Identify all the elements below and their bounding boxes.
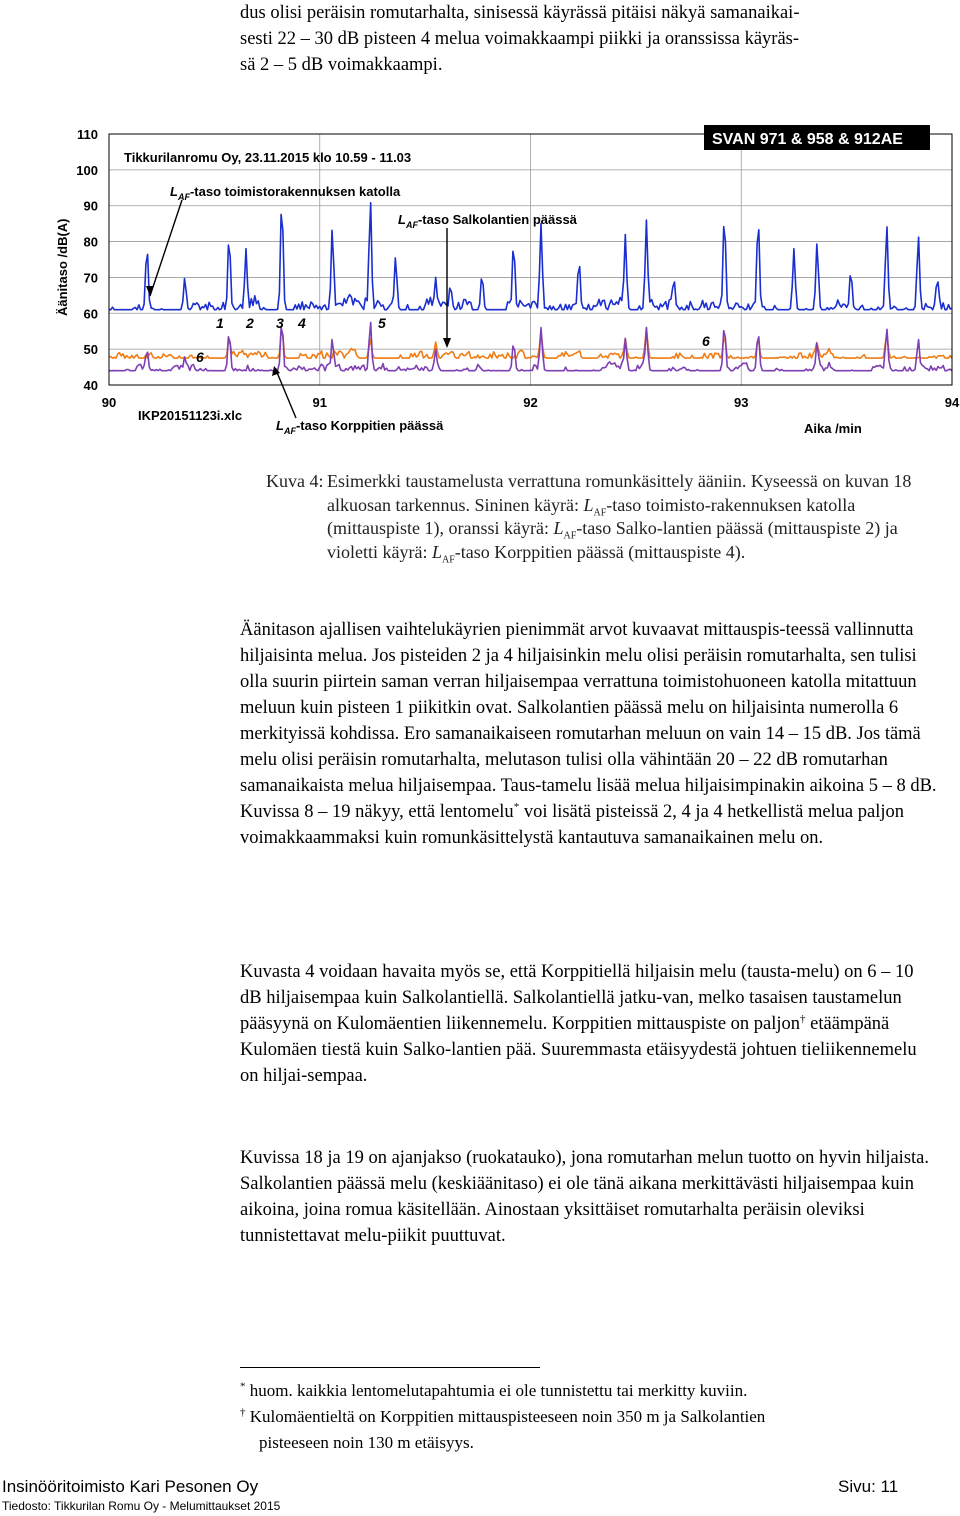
laf-symbol: L (398, 212, 406, 227)
y-tick-label: 110 (77, 127, 98, 142)
footnote-ref: * (513, 800, 520, 813)
arrow-head (443, 338, 451, 348)
paragraph (240, 617, 937, 851)
caption-part: -taso toimisto-rakennuksen katolla (mittauspiste 1), oranssi käyrä: (327, 494, 856, 538)
point-number-label: 2 (246, 315, 254, 331)
annotation-layer (146, 184, 710, 436)
laf-symbol: L (276, 418, 284, 433)
paragraph-text: Äänitason ajallisen vaihtelukäyrien pienimmät arvot kuvaavat mittauspis-teessä vallinnutta hiljaisinta melua. Jos pisteiden 2 ja 4 hiljaisinkin melu olisi peräisin romutarhalta, sen tulisi olla suurin piirtein saman verran hiljaisempaa verrattuna toimistohuoneen katolla mitattuun meluun kuin pisteen 1 piikitkin ovat. Salkolantien päässä melu on hiljaisinta numerolla 6 merkityissä kohdissa. Ero samanaikaiseen romutarhan meluun on vain 14 – 15 dB. Jos tämä melu olisi peräisin romutarhalta, melutason tulisi olla vähintään 20 – 22 dB romutarhan samanaikaista melua hiljaisempaa. Taus-tamelu lisää melua hiljaisimpinakin aikoina 5 – 8 dB. Kuvissa 8 – 19 näkyy, että lentomelu (240, 620, 937, 822)
laf-subscript: AF (177, 192, 190, 202)
top-text-line: sesti 22 – 30 dB pisteen 4 melua voimakkaampi piikki ja oranssissa käyräs- (240, 29, 800, 49)
top-text-line: sä 2 – 5 dB voimakkaampi. (240, 55, 443, 75)
footnote (240, 1404, 930, 1430)
y-axis-label: Äänitaso /dB(A) (55, 218, 70, 316)
footnote-text: pisteeseen noin 130 m etäisyys. (259, 1433, 474, 1452)
caption-part: -taso Salko-lantien päässä (mittauspiste 2) ja violetti käyrä: (327, 518, 898, 562)
y-tick-label: 100 (76, 162, 98, 178)
laf-subscript: AF (405, 220, 418, 230)
footnotes (240, 1378, 930, 1456)
laf-subscript: AF (441, 554, 455, 566)
laf-subscript: AF (283, 426, 296, 436)
annotation-text: -taso Salkolantien päässä (417, 212, 577, 227)
annotation-label (276, 418, 444, 436)
file-label: IKP20151123i.xlc (138, 408, 243, 423)
y-tick-label: 90 (83, 198, 98, 214)
footnote-divider (240, 1367, 540, 1368)
point-number-label: 6 (196, 349, 204, 365)
footer-company: Insinööritoimisto Kari Pesonen Oy (2, 1477, 259, 1496)
laf-symbol: L (553, 518, 564, 538)
point-number-label: 6 (702, 333, 710, 349)
y-tick-label: 40 (83, 378, 98, 393)
caption-part: -taso Korppitien päässä (mittauspiste 4). (454, 541, 746, 562)
footer-file: Tiedosto: Tikkurilan Romu Oy - Melumittaukset 2015 (2, 1499, 281, 1513)
pointer-line (150, 200, 182, 296)
footnote-text: huom. kaikkia lentomelutapahtumia ei ole tunnistettu tai merkitty kuviin. (245, 1381, 748, 1400)
y-tick-label: 70 (83, 270, 98, 286)
page-number: Sivu: 11 (838, 1477, 899, 1496)
y-tick-labels (76, 127, 98, 393)
laf-symbol: L (583, 494, 594, 515)
noise-level-chart (40, 118, 960, 448)
top-text-line: dus olisi peräisin romutarhalta, sinisessä käyrässä pitäisi näkyä samanaikai- (240, 3, 800, 23)
paragraph-text: Kuvasta 4 voidaan havaita myös se, että Korppitiellä hiljaisin melu (tausta-melu) on 6 – 10 dB hiljaisempaa kuin Salkolantiellä. Salkolantiellä jatku-van, melko tasaisen taustamelun pääsyynä on Kulomäentien liikennemelu. Korppitien mittauspiste on paljon (240, 962, 914, 1034)
footnote-mark: † (240, 1406, 246, 1419)
x-axis-label: Aika /min (804, 421, 862, 436)
laf-symbol: L (431, 541, 442, 562)
x-tick-label: 94 (944, 395, 960, 410)
caption-text (327, 470, 930, 564)
paragraph-text: voi lisätä pisteissä 2, 4 ja 4 hetkellistä melua paljon voimakkaammaksi kuin romunkäsittelystä kantautuva samanaikainen melu on. (240, 802, 905, 848)
instrument-label: SVAN 971 & 958 & 912AE (712, 131, 903, 148)
footnote-mark: * (240, 1380, 246, 1393)
point-number-label: 5 (378, 315, 386, 331)
annotation-text: -taso Korppitien päässä (295, 418, 444, 433)
footnote (240, 1430, 930, 1456)
x-tick-label: 93 (734, 395, 749, 410)
paragraph-text: Kuvissa 18 ja 19 on ajanjakso (ruokatauko), jona romutarhan melun tuotto on hyvin hiljaista. Salkolantien päässä melu (keskiäänitaso) ei ole tänä aikana merkittävästi hiljaisempaa kuin aikoina, joina romua käsitellään. Ainostaan yksittäiset romutarhalta peräisin oleviksi tunnistettavat melu-piikit puuttuvat. (240, 1148, 929, 1246)
laf-subscript: AF (593, 507, 607, 519)
point-number-label: 4 (298, 315, 306, 331)
caption-part: Esimerkki taustamelusta verrattuna romunkäsittely ääniin. Kyseessä on kuvan 18 alkuosan tarkennus. Sininen käyrä: (327, 471, 912, 515)
figure-caption (266, 470, 930, 564)
annotation-label (170, 184, 401, 202)
annotation-text: -taso toimistorakennuksen katolla (189, 184, 401, 199)
laf-symbol: L (170, 184, 178, 199)
footer-left (2, 1476, 280, 1514)
y-tick-label: 80 (83, 234, 98, 250)
annotation-label (398, 212, 578, 230)
paragraph (240, 1145, 937, 1249)
chart-grid (109, 134, 952, 385)
footnote-ref: † (800, 1012, 806, 1025)
paragraph-text: etäämpänä Kulomäen tiestä kuin Salko-lantien pää. Suuremmasta etäisyydestä johtuen tieliikennemelu on hiljai-sempaa. (240, 1014, 917, 1086)
point-number-label: 1 (216, 315, 224, 331)
top-text (240, 0, 930, 78)
chart-title: Tikkurilanromu Oy, 23.11.2015 klo 10.59 - 11.03 (124, 150, 412, 165)
x-tick-label: 92 (523, 395, 538, 410)
caption-label: Kuva 4: (266, 471, 324, 491)
pointer-line (276, 370, 296, 418)
y-tick-label: 60 (83, 306, 98, 322)
x-tick-label: 90 (101, 395, 117, 410)
footnote (240, 1378, 930, 1404)
point-number-label: 3 (276, 315, 284, 331)
laf-subscript: AF (563, 530, 577, 542)
arrow-head (146, 286, 154, 296)
paragraph (240, 959, 937, 1089)
x-tick-label: 91 (312, 395, 327, 410)
footnote-text: Kulomäentieltä on Korppitien mittauspisteeseen noin 350 m ja Salkolantien (245, 1407, 766, 1426)
y-tick-label: 50 (83, 342, 98, 358)
